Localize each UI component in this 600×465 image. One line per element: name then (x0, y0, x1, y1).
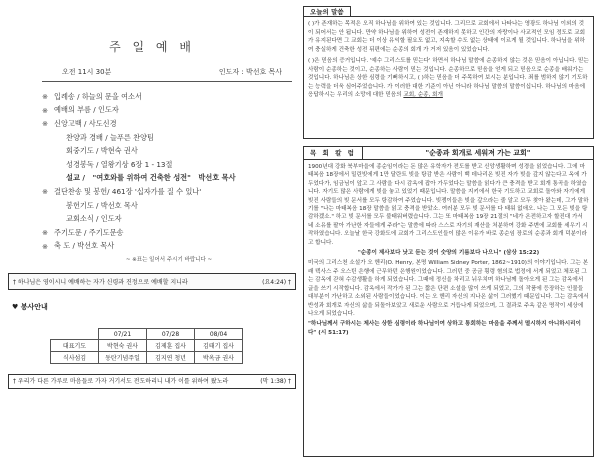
word-paragraph-2 (308, 57, 589, 100)
order-item (42, 185, 296, 199)
order-mark: ※ (42, 241, 49, 251)
duty-row-label: 대표기도 (51, 340, 99, 352)
duty-cell: 동탄기념주일 (99, 352, 147, 364)
duty-cell: 박현숙 권사 (99, 340, 147, 352)
order-item (42, 226, 296, 240)
duty-table (50, 328, 243, 364)
duty-heading: ♥ 봉사안내 (12, 303, 48, 312)
column-scripture: "순종이 제사보다 낫고 듣는 것이 숫양의 기름보다 나으니" (삼상 15:22) (357, 250, 540, 257)
order-item (42, 117, 296, 131)
duty-cell: 김제훈 집사 (147, 340, 195, 352)
order-text: 봉헌기도 / 박선호 목사 (66, 200, 138, 210)
mission-verse-ref: (막 1:38) † (260, 378, 291, 386)
word-paragraph-2-text: ( )은 믿음의 증거입니다. '예수 그리스도를 믿는다' 하면서 하나님 말씀에 순종하지 않는 것은 믿음이 아닙니다. 믿는 사람이 순종하는 것이고, 순종하는 사람이 믿는 것입니다. 순종하므로 믿음을 얻게 되고 믿음으로 순종을 배워가는 것입니다. 하나님은 상한 심령을 기뻐하시고, ( )하는 믿음을 더 주목하여 보시는 분입니다. 죄를 범하지 않기 기도하는 능력을 더욱 심어주었습니다. 가 이러한 대한 기준이 아닌 아니라 하나님 말씀의 말씀이십니다. 하나님의 마음에 응답하시는 우리의 소망에 대한 믿음의 (308, 58, 589, 98)
mission-verse-text: † 우리가 다른 가루로 마음들로 가자 거기서도 전도하리니 내가 이를 위하여 왔노라 (13, 378, 229, 386)
order-text: 교회소식 / 인도자 (66, 214, 122, 224)
duty-date: 07/21 (99, 329, 147, 340)
order-mark: ※ (42, 187, 49, 197)
order-text: 예배의 부름 / 인도자 (54, 105, 119, 115)
scripture-banner-ref: (요4:24) † (262, 279, 291, 287)
order-item (42, 131, 296, 145)
mission-verse-box (8, 374, 296, 389)
standing-note: ~ ※표는 일어서 주시기 바랍니다 ~ (125, 257, 213, 264)
column-tag: 목 회 칼 럼 (304, 147, 363, 159)
word-tag: 오늘의 말씀 (303, 6, 351, 17)
order-item (42, 212, 296, 226)
order-text: 회중기도 / 박현숙 권사 (66, 146, 138, 156)
order-mark: ※ (42, 119, 49, 129)
order-item (42, 240, 296, 254)
word-answers: 교회, 순종, 회개 (403, 92, 443, 98)
column-body (303, 159, 594, 457)
order-item (42, 90, 296, 104)
duty-corner-cell (51, 329, 99, 340)
duty-cell: 김태기 집사 (195, 340, 243, 352)
column-title: "순종과 회개로 세워져 가는 교회" (425, 149, 531, 157)
service-info (62, 67, 282, 77)
duty-cell: 김지연 청년 (147, 352, 195, 364)
column-header (303, 146, 594, 159)
scripture-banner-text: † 하나님은 영이시니 예배하는 자가 신령과 진정으로 예배할 지니라 (13, 279, 188, 287)
order-mark: ※ (42, 105, 49, 115)
order-text: 주기도문 / 주기도문송 (54, 227, 124, 237)
duty-cell: 박옥금 권사 (195, 352, 243, 364)
order-text: 찬양과 경배 / 늘푸른 찬양팀 (66, 132, 154, 142)
order-text: 결단찬송 및 봉헌/ 461장 '십자가를 질 수 있나' (54, 186, 202, 196)
order-of-service (42, 90, 296, 253)
order-item (42, 199, 296, 213)
bulletin-title: 주 일 예 배 (109, 40, 195, 54)
right-column (303, 6, 594, 461)
scripture-banner (8, 273, 296, 290)
left-column (8, 6, 296, 461)
order-text: 성경봉독 / 열왕기상 6장 1 - 13절 (66, 159, 173, 169)
duty-header-row (51, 329, 243, 340)
pastor-column (303, 146, 594, 457)
duty-row (51, 352, 243, 364)
service-leader: 인도자 : 박선호 목사 (218, 68, 282, 76)
divider (42, 81, 292, 82)
order-text: 입례송 / 하늘의 문을 여소서 (54, 91, 142, 101)
order-item (42, 144, 296, 158)
column-paragraph-1: 1900년대 강화 북부마을에 종순임이라는 돈 많은 유학자가 전도를 받고 신앙생활하며 성경을 읽었습니다. 그에 마태복음 18장에서 밀린빚에게 1만 달란트 빚을 탕감 받은 사람이 백 데나리온 빚진 자가 빚을 갚지 않는다고 옥에 가두었다가, 임금님이 앞고 그 사람을 다시 감옥에 잡아 가두었다는 말씀을 읽다가 큰 충격을 받고 회개 통곡을 하였습니다. 자기도 많은 사람에게 빚을 놓고 있었기 때문입니다. 말씀을 지키에서 한국 기도하고 교회로 돌아와 자기에게 빚진 사람들의 빚 문서를 모두 탕감하여 주었습니다. 빚쟁이들은 빚을 갚으라는 줄 알고 모두 찾아 왔는데, 그가 말하기를 "나는 마태복음 18장 말씀을 읽고 충격을 받았소. 여러분 모두 빚 문서를 다 태워 없애오. 나는 그 모든 빚을 탕감하겠소." 하고 빚 문서를 모두 불태워버렸습니다. 그는 또 마태복음 19장 21절의 "네가 온전하고자 할진대 가서 네 소유를 팔아 가난한 자들에게 주라"는 말씀에 따라 스스로 자기의 재산을 처분하여 강화 주변에 교회를 세우기 시작하였습니다. 오늘날 한국 강화도에 교회가 그리스도인들이 많은 이유가 바로 종순임 장로의 순종과 회개 덕분이라고 합니다. (308, 164, 589, 246)
duty-row-label: 식사섬김 (51, 352, 99, 364)
order-mark: ※ (42, 228, 49, 238)
duty-date: 07/28 (147, 329, 195, 340)
order-item (42, 104, 296, 118)
order-text: 신앙고백 / 사도신경 (54, 118, 117, 128)
order-text: 축 도 / 박선호 목사 (54, 241, 115, 251)
column-paragraph-2: 미국의 그리스천 소설가 오 헨리(O. Henry, 본명 William Sidney Porter, 1862~1910)의 이야기입니다. 그는 본래 텍사스 주 오스틴 은행에 근무하던 은행원이었습니다. 그러던 중 공금 횡령 혐의로 법정에 서게 되었고 체포된 그는 감옥에 갇혀 수감생활을 하게 되었습니다. 그때에 정신을 차리고 뉘우치며 하나님께 돌아오게 된 그는 감옥에서 글을 쓰기 시작합니다. 감옥에서 작가가 된 그는 짧은 단편 소설을 많이 쓰게 되었고, 그의 작품에 등장하는 인물들 대부분이 가난하고 소외된 사람들이었습니다. 이는 오 헨리 자신의 지나온 삶이 그러했기 때문입니다. 그는 감옥에서 반성과 회개로 자신의 삶을 되돌아보았고 새로운 사람으로 거듭나게 되었으며, 그 결과로 주옥 같은 명작이 세상에 나오게 되었습니다. (308, 260, 589, 317)
order-text: 설교 / "여호와를 위하여 건축한 성전" 박선호 목사 (66, 173, 236, 183)
column-closing: "하나님께서 구하시는 제사는 상한 심령이라 하나님이여 상하고 통회하는 마음을 주께서 멸시하지 아니하시리이다" (시 51:17) (308, 321, 581, 336)
duty-row (51, 340, 243, 352)
word-paragraph-1: ( )가 존재하는 목적은 오직 하나님을 위하여 있는 것입니다. 그리므로 교회에서 나타나는 영광도 하나님 이외의 것이 되어서는 안 됩니다. 만약 하나님을 위하여 성전이 존재하지 못하고 인간의 자랑이나 사교적인 모임 정도로 교회가 유지된다면 그 교회는 더 이상 유익할 필요도 없고, 지속할 수도 없는 상태에 이르게 될 것입니다. 하나님을 위하여 충실하게 건축한 성전 뒤편에는 순종의 회개 가 거저 있음이 있었습니다. (308, 21, 586, 53)
order-item (42, 172, 296, 186)
order-mark: ※ (42, 92, 49, 102)
duty-date: 08/04 (195, 329, 243, 340)
service-time: 오전 11시 30분 (62, 68, 112, 76)
order-item (42, 158, 296, 172)
word-box (303, 16, 594, 139)
